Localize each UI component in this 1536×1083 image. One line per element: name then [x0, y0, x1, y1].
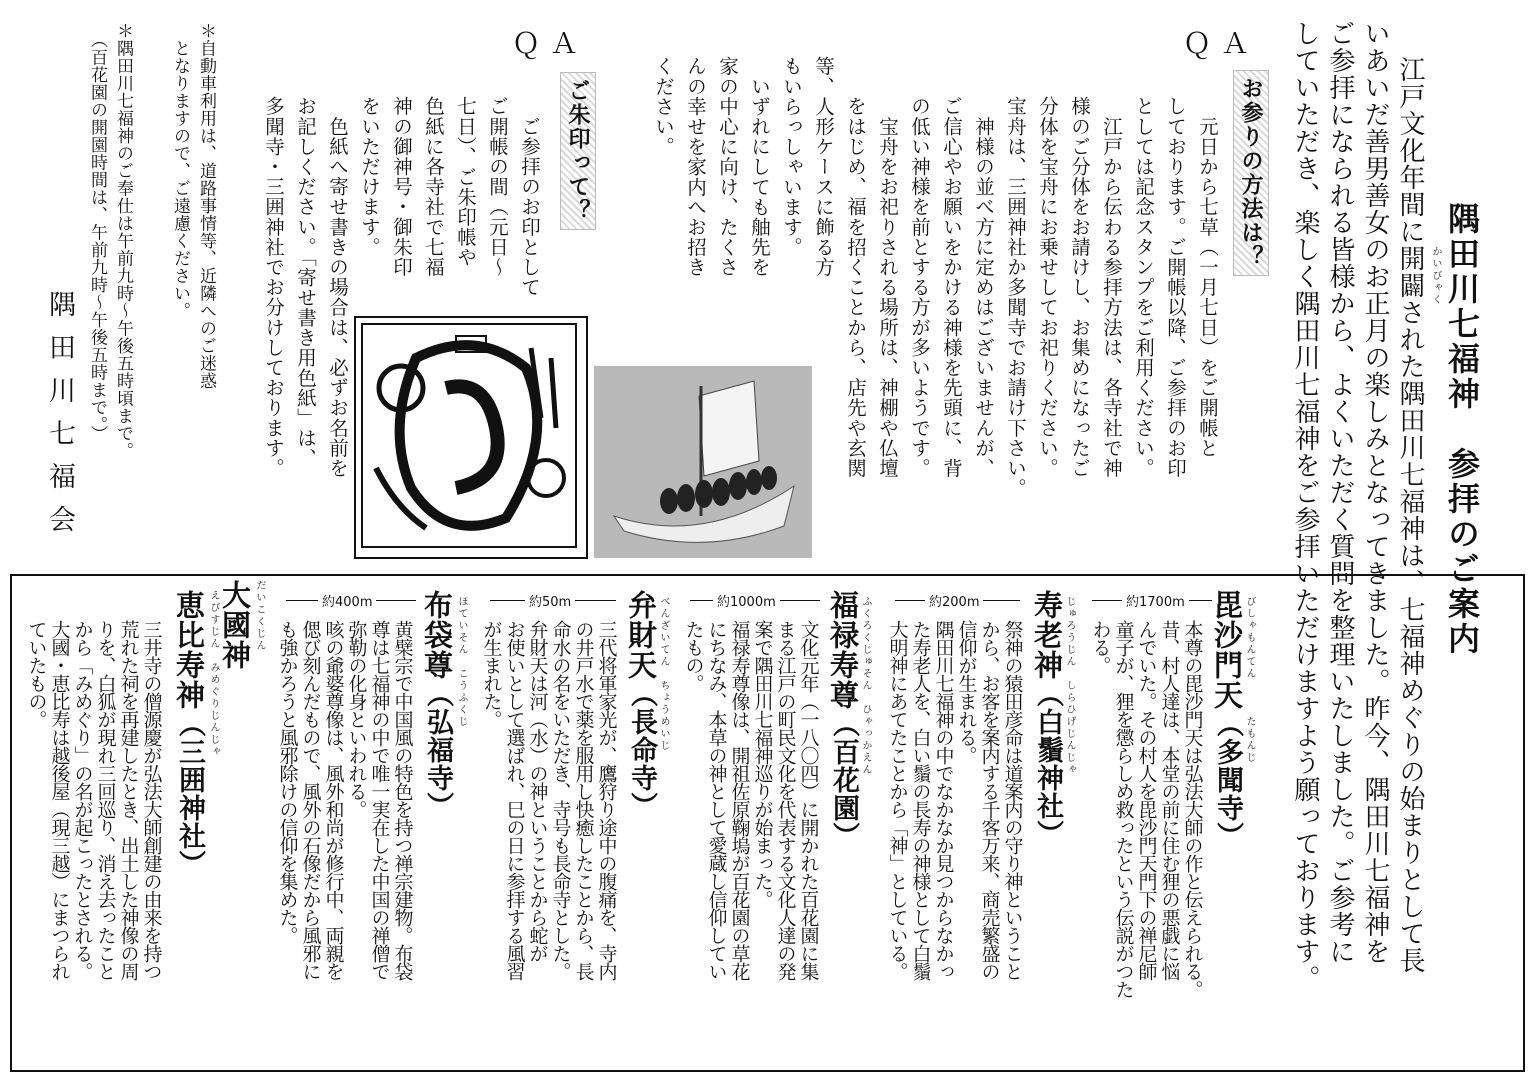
deity-text: が生まれた。 [480, 620, 503, 728]
qa2-line: ご開帳の間（元日〜 [486, 96, 509, 277]
qa1-line: 分体を宝舟にお乗せしてお祀りください。 [1036, 96, 1059, 478]
deity-title-hoteison [420, 590, 454, 820]
deity-text: 隅田川七福神の中でなかなか見つからなかっ [932, 620, 955, 980]
distance-label-2: 約200m [925, 591, 983, 610]
qa1-line: 江戸から伝わる参拝方法は、各寺社で神 [1100, 96, 1123, 478]
intro-line-2: いあいだ善男善女のお正月の楽しみとなってきました。昨今、隅田川七福神を [1360, 20, 1390, 965]
note-3: ＊隅田川七福神のご奉仕は午前九時〜午後五時頃まで。 [113, 22, 133, 460]
deity-text: んでいた。その村人を毘沙門天門下の禅尼師 [1135, 620, 1158, 980]
qa1-line: 宝舟をお祀りされる場所は、神棚や仏壇 [876, 96, 899, 478]
distance-label-3: 約1000m [713, 591, 780, 610]
deity-ruby: ほていそん こうふくじ [456, 596, 467, 728]
intro-line-3: ご参拝になられる皆様から、よくいただく質問を整理いたしました。ご参考に [1325, 20, 1355, 965]
deity-title-fukurokuju [826, 590, 860, 850]
qa1-line: いずれにしても舳先を [748, 56, 771, 278]
deity-text: 案で隅田川七福神巡りが始まった。 [751, 620, 774, 908]
qa1-line: もいらっしゃいます。 [780, 56, 803, 257]
deity-text: 荒れた祠を再建したとき、出土した神像の周 [117, 620, 140, 980]
deity-text: 信仰が生まれる。 [955, 620, 978, 764]
deity-name: 恵比寿神 [172, 590, 206, 710]
deity-text: 大明神にあてたことから「神」としている。 [886, 620, 909, 980]
qa1-line: 等、人形ケースに飾る方 [812, 56, 835, 278]
deity-text: 三井寺の僧源慶が弘法大師創建の由来を持つ [140, 620, 163, 980]
qa2-line: 多聞寺・三囲神社でお分けしております。 [262, 96, 285, 478]
deity-ruby: べんざいてん ちょうめいじ [658, 596, 669, 752]
deity-text: 黄檗宗で中国風の特色を持つ禅宗建物。布袋 [391, 620, 414, 980]
qa1-line: ください。 [652, 56, 675, 157]
deity-name: 福禄寿尊 [826, 590, 860, 710]
distance-label-5: 約400m [318, 591, 376, 610]
deity-name: 大國神 [218, 580, 252, 670]
qa1-line: 神様の並べ方に定めはございませんが、 [972, 96, 995, 478]
intro-line-1: 江戸文化年間に開闢された隅田川七福神は、七福神めぐりの始まりとして長 [1395, 56, 1425, 974]
deity-text: わる。 [1089, 620, 1112, 674]
qa1-line: 様のご分体をお請けし、お集めになったご [1068, 96, 1091, 478]
deity-title-ebisujin [172, 590, 206, 878]
deity-ruby: びしゃもんてん たもんじ [1244, 596, 1255, 764]
qa2-line: 神の御神号・御朱印 [390, 96, 413, 277]
note-4: （百花園の開園時間は、午前九時〜午後五時まで。） [87, 22, 107, 443]
qa1-question: お参りの方法は？ [1233, 70, 1269, 276]
deity-ruby: じゅろうじん しらひげじんじゃ [1064, 596, 1075, 776]
page-title: 隅田川七福神 参拝のご案内 [1443, 202, 1481, 657]
deity-text: 弥勒の化身といわれる。 [345, 620, 368, 818]
deity-temple: （三囲神社） [174, 710, 205, 878]
deity-text: から、お客を案内する千客万来、商売繁盛の [978, 620, 1001, 980]
deity-text: 尊は七福神の中で唯一実在した中国の禅僧で [368, 620, 391, 980]
deity-text: お使いとして選ばれ、巳の日に参拝する風習 [503, 620, 526, 980]
qa1-mark: ＱＡ [1183, 27, 1260, 60]
signature: 隅田川七福会 [44, 290, 75, 548]
qa2-question: ご朱印って？ [560, 72, 596, 230]
deity-ruby: ふくろくじゅそん ひゃっかえん [860, 596, 871, 776]
deity-title-jurojin [1030, 590, 1064, 848]
title-ruby: かいびゃく [1430, 246, 1441, 306]
deity-text: 三代将軍家光が、鷹狩り途中の腹痛を、寺内 [595, 620, 618, 980]
deity-name: 毘沙門天 [1210, 590, 1244, 710]
deity-name: 寿老神 [1030, 590, 1064, 680]
deity-temple: （多聞寺） [1212, 710, 1243, 850]
deity-text: 弁財天は河（水）の神ということから蛇が [526, 620, 549, 962]
deity-text: まる江戸の町民文化を代表する文化人達の発 [774, 620, 797, 980]
qa2-mark: ＱＡ [512, 27, 589, 60]
qa1-line: としては記念スタンプをご利用ください。 [1132, 96, 1155, 478]
deity-title-daikokujin [218, 580, 252, 670]
deity-title-benzaiten [624, 590, 658, 820]
takarabune-photo [594, 366, 812, 558]
qa2-line: 色紙に各寺社で七福 [422, 96, 445, 277]
deity-text: 命水の名をいただき、寺号も長命寺とした。 [549, 620, 572, 980]
qa1-line: 元日から七草（一月七日）をご開帳と [1196, 96, 1219, 458]
deity-text: 文化元年（一八〇四）に開かれた百花園に集 [797, 620, 820, 980]
deity-text: りを、白狐が現れ三回巡り、消え去ったこと [94, 620, 117, 980]
goshuin-stamp-icon [356, 318, 582, 553]
distance-label-1: 約1700m [1122, 591, 1189, 610]
qa1-line: をはじめ、福を招くことから、店先や玄関 [844, 96, 867, 478]
deity-ruby: えびすじん みめぐりじんじゃ [208, 590, 219, 758]
deity-text: 福禄寿尊像は、開祖佐原鞠塢が百花園の草花 [728, 620, 751, 980]
deity-title-bishamonten [1210, 590, 1244, 850]
deity-text: の井戸水で薬を服用し快癒したことから、長 [572, 620, 595, 980]
qa1-line: の低い神様を前とする方が多いようです。 [908, 96, 931, 478]
qa2-line: をいただけます。 [358, 96, 381, 257]
deity-text: 本尊の毘沙門天は弘法大師の作と伝えられる。 [1181, 620, 1204, 998]
deity-text: 昔、村人達は、本堂の前に住む狸の悪戯に悩 [1158, 620, 1181, 980]
deity-name: 弁財天 [624, 590, 658, 680]
distance-label-4: 約50m [525, 591, 575, 610]
deity-temple: （白鬚神社） [1032, 680, 1063, 848]
takarabune-icon [594, 366, 812, 558]
deity-text: ていたもの。 [25, 620, 48, 728]
deity-name: 布袋尊 [420, 590, 454, 680]
deity-text: 偲び刻んだもので、風外の石像だから風邪に [299, 620, 322, 980]
deity-text: にちなみ、本草の神として愛蔵し信仰してい [705, 620, 728, 980]
qa1-line: 家の中心に向け、たくさ [716, 56, 739, 278]
goshuin-image [354, 316, 588, 559]
deity-text: たもの。 [682, 620, 705, 692]
deity-text: 大國・恵比寿は越後屋（現三越）にまつられ [48, 620, 71, 980]
note-2: となりますので、ご遠慮ください。 [170, 22, 190, 320]
deity-text: から「みめぐり」の名が起こったとされる。 [71, 620, 94, 980]
note-1: ＊自動車利用は、道路事情等、近隣へのご迷惑 [196, 22, 216, 390]
deity-temple: （百花園） [828, 710, 859, 850]
deity-ruby: だいこくじん [254, 580, 265, 652]
qa2-line: お記しください。「寄せ書き用色紙」は、 [294, 96, 317, 469]
qa2-line: ご参拝のお印として [518, 96, 541, 297]
deity-temple: （長命寺） [626, 680, 657, 820]
qa1-line: んの幸せを家内へお招き [684, 56, 707, 278]
deity-text: た寿老人を、白い鬚の長寿の神様として白鬚 [909, 620, 932, 980]
intro-line-4: していただき、楽しく隅田川七福神をご参拝いただけますよう願っております。 [1290, 20, 1320, 992]
qa2-line: 七日）、ご朱印帳や [454, 96, 477, 268]
deity-text: 童子が、狸を懲らしめ救ったという伝説がつた [1112, 620, 1135, 998]
deity-text: も強かろうと風邪除けの信仰を集めた。 [276, 620, 299, 944]
qa1-line: 宝舟は、三囲神社か多聞寺でお請け下さい。 [1004, 96, 1027, 498]
qa2-line: 色紙へ寄せ書きの場合は、必ずお名前を [326, 96, 349, 478]
qa1-line: しております。ご開帳以降、ご参拝のお印 [1164, 96, 1187, 478]
deity-temple: （弘福寺） [422, 680, 453, 820]
qa1-line: ご信心やお願いをかける神様を先頭に、背 [940, 96, 963, 478]
deity-text: 祭神の猿田彦命は道案内の守り神ということ [1001, 620, 1024, 980]
deity-text: 咳の爺婆尊像は、風外和尚が修行中、両親を [322, 620, 345, 980]
